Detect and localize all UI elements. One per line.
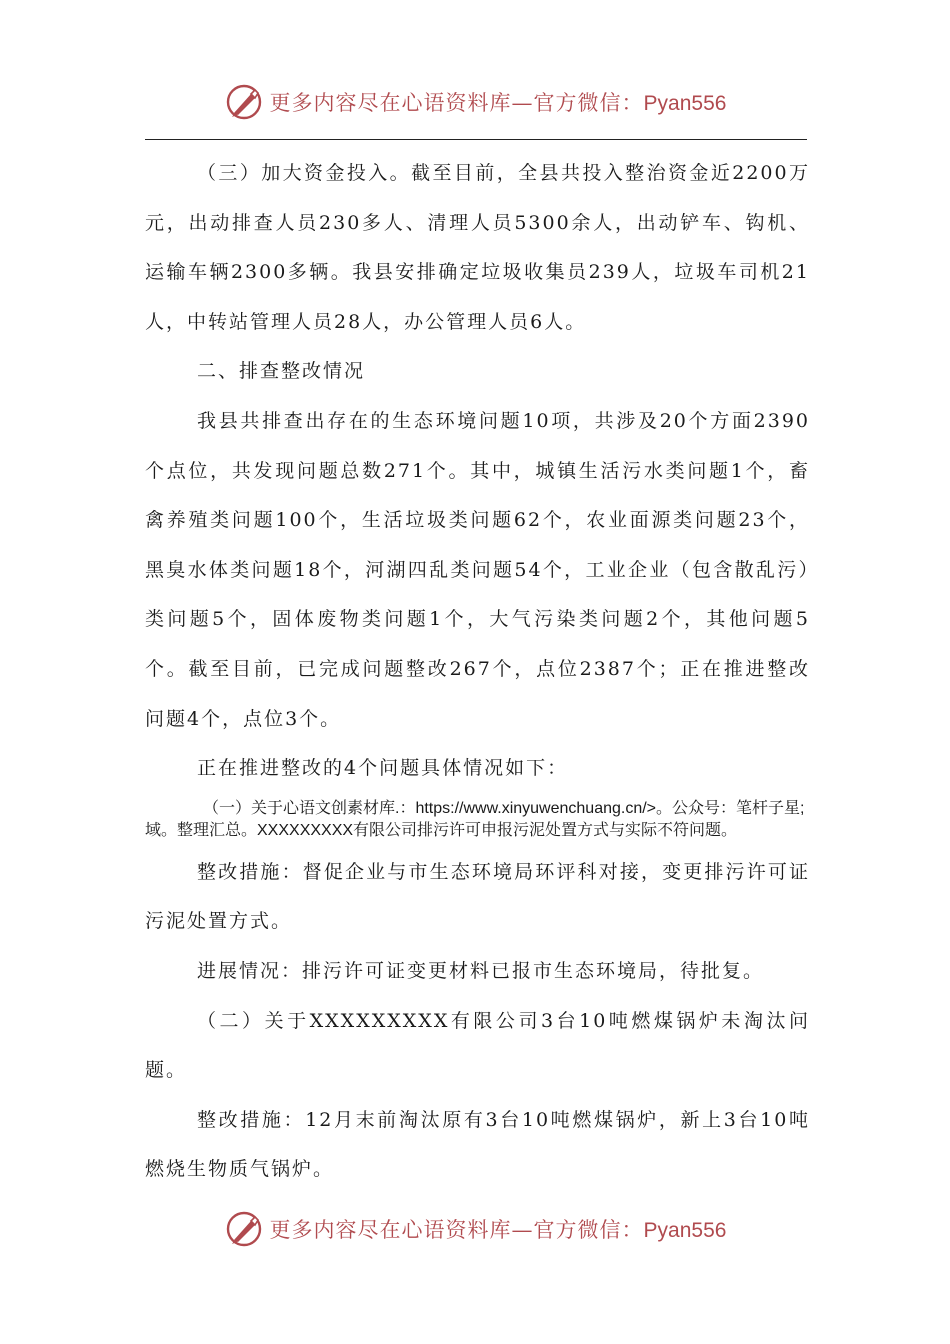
header-divider [145, 139, 807, 140]
paragraph-issue-two-measures: 整改措施：12月末前淘汰原有3台10吨燃煤锅炉，新上3台10吨燃烧生物质气锅炉。 [145, 1108, 810, 1181]
paragraph-issue-one: （一）关于心语文创素材库.：https://www.xinyuwenchuang.cn/>。公众号：笔杆子星;域。整理汇总。XXXXXXXXX有限公司排污许可申报污泥处置方式与实际不符问题。 [145, 799, 805, 839]
footer-banner [0, 1207, 950, 1251]
footer-banner-label: 更多内容尽在心语资料库—官方微信： [269, 1218, 644, 1242]
paragraph-funding: （三）加大资金投入。截至目前，全县共投入整治资金近2200万元，出动排查人员230多人、清理人员5300余人，出动铲车、钩机、运输车辆2300多辆。我县安排确定垃圾收集员239人，垃圾车司机21人，中转站管理人员28人，办公管理人员6人。 [145, 162, 810, 333]
header-banner [0, 80, 950, 124]
paragraph-pending-intro: 正在推进整改的4个问题具体情况如下： [197, 757, 569, 780]
header-banner-label: 更多内容尽在心语资料库—官方微信： [269, 91, 644, 115]
pen-logo-icon [224, 82, 264, 122]
footer-banner-id: Pyan556 [643, 1219, 727, 1242]
paragraph-inspection-summary: 我县共排查出存在的生态环境问题10项，共涉及20个方面2390个点位，共发现问题总数271个。其中，城镇生活污水类问题1个，畜禽养殖类问题100个，生活垃圾类问题62个，农业面源类问题23个，黑臭水体类问题18个，河湖四乱类问题54个，工业企业（包含散乱污）类问题5个，固体废物类问题1个，大气污染类问题2个，其他问题5个。截至目前，已完成问题整改267个，点位2387个；正在推进整改问题4个，点位3个。 [145, 409, 810, 730]
header-banner-id: Pyan556 [643, 92, 727, 115]
document-body [145, 149, 810, 1195]
header-banner-text [270, 87, 727, 117]
section-heading: 二、排查整改情况 [197, 360, 366, 383]
footer-banner-text [270, 1214, 727, 1244]
pen-logo-icon [224, 1209, 264, 1249]
paragraph-issue-one-progress: 进展情况：排污许可证变更材料已报市生态环境局，待批复。 [197, 959, 765, 982]
paragraph-issue-one-measures: 整改措施：督促企业与市生态环境局环评科对接，变更排污许可证污泥处置方式。 [145, 860, 810, 933]
paragraph-issue-two: （二）关于XXXXXXXXX有限公司3台10吨燃煤锅炉未淘汰问题。 [145, 1009, 810, 1082]
